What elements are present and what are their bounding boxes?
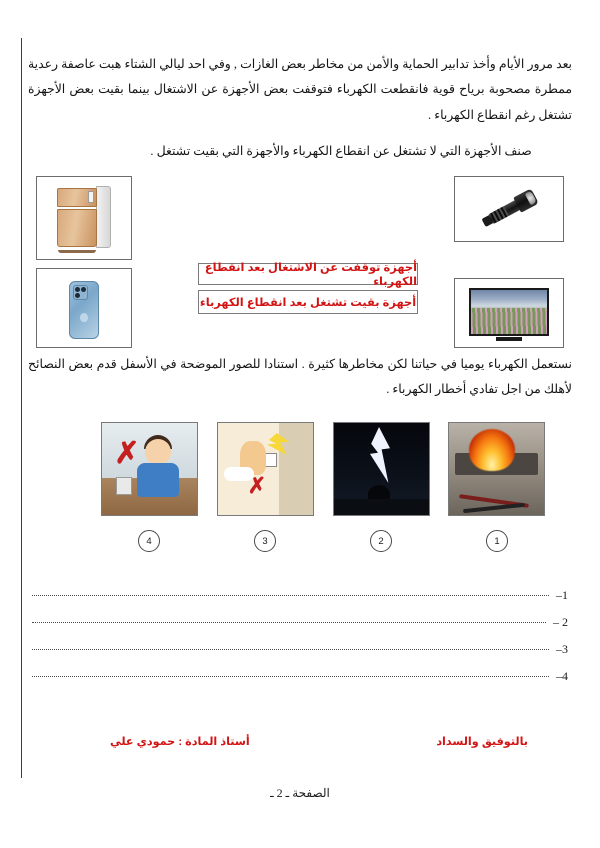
child-head bbox=[145, 439, 171, 465]
hazard-number-2: 2 bbox=[370, 530, 392, 552]
refrigerator-base bbox=[58, 250, 96, 253]
teacher-name-note: أستاذ المادة : حمودي علي bbox=[110, 736, 250, 748]
electrical-fire-photo bbox=[448, 422, 545, 516]
answer-line-1-dots[interactable] bbox=[32, 595, 549, 596]
lightning-storm-photo bbox=[333, 422, 430, 516]
television-image bbox=[454, 278, 564, 348]
answer-line-1-label: 1– bbox=[556, 588, 568, 602]
hazard-number-4: 4 bbox=[138, 530, 160, 552]
child-outlet-warning-photo bbox=[101, 422, 198, 516]
hazards-paragraph: نستعمل الكهرباء يوميا في حياتنا لكن مخاطرها كثيرة . استنادا للصور الموضحة في الأسفل قدم بعض النصائح لأهلك من اجل تفادي أخطار الكهرباء . bbox=[28, 357, 572, 396]
page-number: الصفحة ـ 2 ـ bbox=[270, 786, 330, 800]
answer-line-2-label: 2 – bbox=[553, 615, 568, 629]
answer-line-3[interactable] bbox=[32, 642, 568, 657]
flashlight-icon bbox=[477, 186, 540, 231]
smartphone-icon bbox=[69, 281, 99, 339]
answer-line-3-dots[interactable] bbox=[32, 649, 549, 650]
category-box-still-working[interactable]: أجهزة بقيت تشتغل بعد انقطاع الكهرباء bbox=[198, 290, 418, 314]
classify-instruction: صنف الأجهزة التي لا تشتغل عن انقطاع الكهرباء والأجهزة التي بقيت تشتغل . bbox=[150, 144, 532, 158]
refrigerator-side bbox=[96, 186, 111, 248]
electric-shock-cartoon bbox=[217, 422, 314, 516]
screen-landscape-foreground bbox=[471, 308, 547, 334]
hazard-number-1: 1 bbox=[486, 530, 508, 552]
flame-icon bbox=[469, 429, 515, 471]
flashlight-image bbox=[454, 176, 564, 242]
answer-line-2[interactable] bbox=[32, 615, 568, 630]
phone-logo-icon bbox=[80, 313, 88, 322]
category-box-stopped[interactable]: أجهزة توقفت عن الاشتغال بعد انقطاع الكهرباء bbox=[198, 263, 418, 285]
television-stand bbox=[496, 337, 522, 341]
refrigerator-handle bbox=[88, 191, 94, 203]
refrigerator-main-door bbox=[57, 209, 97, 247]
camera-module-icon bbox=[73, 285, 88, 300]
red-x-icon: ✗ bbox=[114, 437, 140, 470]
hazard-number-3: 3 bbox=[254, 530, 276, 552]
refrigerator-icon bbox=[57, 186, 111, 250]
footer bbox=[32, 735, 568, 748]
wall-socket-icon bbox=[116, 477, 132, 495]
television-screen bbox=[469, 288, 549, 336]
television-icon bbox=[469, 288, 549, 336]
flashlight-lens bbox=[525, 191, 537, 206]
intro-paragraph: بعد مرور الأيام وأخذ تدابير الحماية والأمن من مخاطر بعض الغازات , وفي احد ليالي الشتاء هبت عاصفة رعدية ممطرة مصحوبة برياح قوية فانقطعت الكهرباء فتوقفت بعض الأجهزة عن الاشتغال بينما بقيت بعض الأجهزة تشتغل رغم انقطاع الكهرباء . bbox=[28, 57, 572, 122]
answer-line-4-dots[interactable] bbox=[32, 676, 549, 677]
page-left-border bbox=[21, 38, 22, 778]
good-luck-note: بالتوفيق والسداد bbox=[436, 736, 528, 748]
answer-line-2-dots[interactable] bbox=[32, 622, 546, 623]
cartoon-wall bbox=[279, 423, 313, 515]
refrigerator-image bbox=[36, 176, 132, 260]
answer-line-4[interactable] bbox=[32, 669, 568, 684]
answer-line-3-label: 3– bbox=[556, 642, 568, 656]
ground-silhouette bbox=[334, 499, 429, 515]
answer-line-1[interactable] bbox=[32, 588, 568, 603]
red-x-icon: ✗ bbox=[247, 473, 267, 498]
answer-line-4-label: 4– bbox=[556, 669, 568, 683]
smartphone-image bbox=[36, 268, 132, 348]
